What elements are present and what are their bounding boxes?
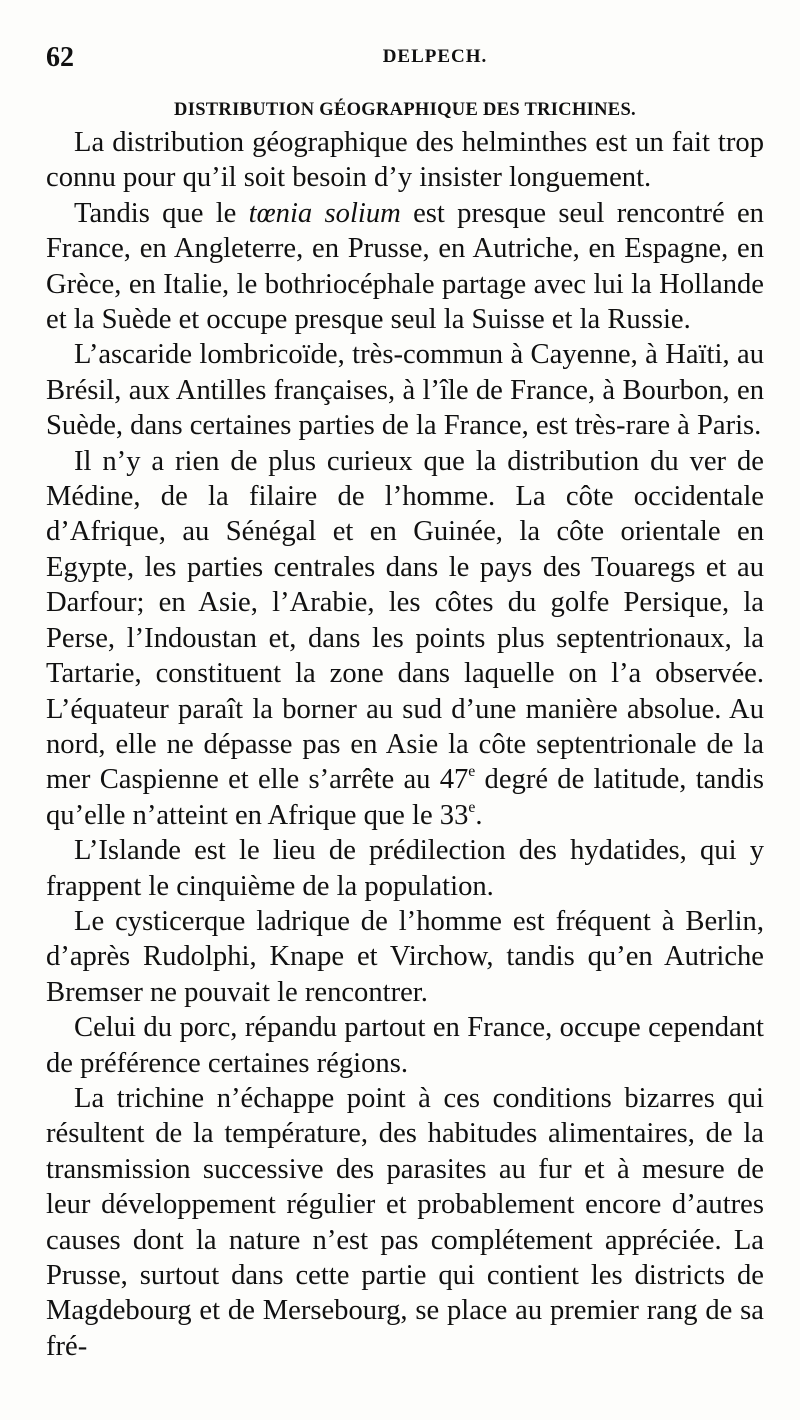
paragraph-3: L’ascaride lombricoïde, très-commun à Cayenne, à Haïti, au Brésil, aux Antilles françaises, à l’île de France, à Bourbon, en Suède, dans certaines parties de la France, est très-rare à Paris. [46, 339, 764, 442]
paragraph-2-italic-term: tœnia solium [248, 197, 401, 229]
page-number: 62 [46, 42, 74, 73]
paragraph-4-text-a: Il n’y a rien de plus curieux que la distribution du ver de Médine, de la filaire de l’homme. La côte occidentale d’Afrique, au Sénégal et en Guinée, la côte orientale en Egypte, les parties centrales dans le pays des Touaregs et au Darfour; en Asie, l’Arabie, les côtes du golfe Persique, la Perse, l’Indoustan et, dans les points plus septentrionaux, la Tartarie, constituent la zone dans laquelle on l’a observée. L’équateur paraît la borner au sud d’une manière absolue. Au nord, elle ne dépasse pas en Asie la côte septentrionale de la mer Caspienne et elle s’arrête au 47 [46, 445, 764, 796]
running-title: DELPECH. [382, 46, 488, 67]
paragraph-5: L’Islande est le lieu de prédilection des hydatides, qui y frappent le cinquième de la population. [46, 835, 764, 902]
paragraph-4-text-b: degré de latitude, tandis qu’elle n’atteint en Afrique que le 33 [46, 764, 764, 831]
section-heading: DISTRIBUTION GÉOGRAPHIQUE DES TRICHINES. [174, 100, 636, 120]
paragraph-4-text-c: . [475, 799, 483, 831]
paragraph-4 [46, 444, 764, 833]
paragraph-2 [46, 196, 764, 338]
running-head [46, 38, 764, 78]
paragraph-2-text-b: est presque seul rencontré en France, en Angleterre, en Prusse, en Autriche, en Espagne, en Grèce, en Italie, le bothriocéphale partage avec lui la Hollande et la Suède et occupe presque seul la Suisse et la Russie. [46, 197, 764, 336]
paragraph-2-text-a: Tandis que le [74, 197, 249, 229]
paragraph-6: Le cysticerque ladrique de l’homme est fréquent à Berlin, d’après Rudolphi, Knape et Virchow, tandis qu’en Autriche Bremser ne pouvait le rencontrer. [46, 905, 764, 1008]
paragraph-8: La trichine n’échappe point à ces conditions bizarres qui résultent de la température, des habitudes alimentaires, de la transmission successive des parasites au fur et à mesure de leur développement régulier et probablement encore d’autres causes dont la nature n’est pas complétement appréciée. La Prusse, surtout dans cette partie qui contient les districts de Magdebourg et de Mersebourg, se place au premier rang de sa fré- [46, 1082, 764, 1362]
paragraph-1: La distribution géographique des helminthes est un fait trop connu pour qu’il soit besoin d’y insister longuement. [46, 127, 764, 194]
paragraph-4-superscript-1: e [468, 763, 476, 781]
paragraph-7: Celui du porc, répandu partout en France, occupe cependant de préférence certaines régions. [46, 1012, 764, 1079]
body-text [46, 125, 764, 1364]
paragraph-4-superscript-2: e [468, 798, 476, 816]
